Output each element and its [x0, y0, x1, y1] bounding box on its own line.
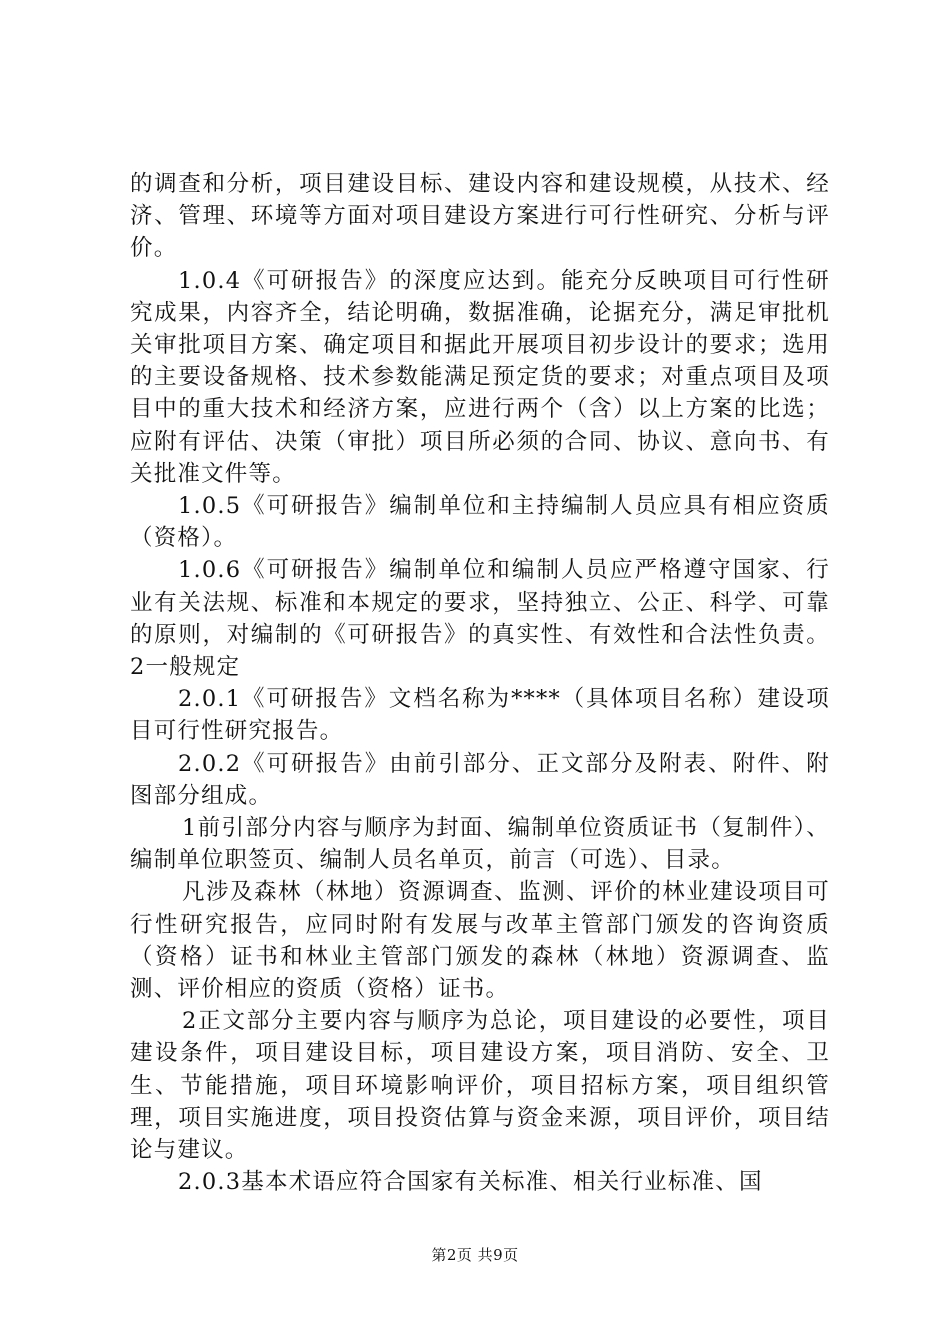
paragraph-continuation: 的调查和分析，项目建设目标、建设内容和建设规模，从技术、经济、管理、环境等方面对项目建设方案进行可行性研究、分析与评价。 [130, 171, 830, 262]
paragraph-1-0-6: 1.0.6《可研报告》编制单位和编制人员应严格遵守国家、行业有关法规、标准和本规定的要求，坚持独立、公正、科学、可靠的原则，对编制的《可研报告》的真实性、有效性和合法性负责。2一般规定 [130, 557, 830, 681]
paragraph-1-0-4: 1.0.4《可研报告》的深度应达到。能充分反映项目可行性研究成果，内容齐全，结论明确，数据准确，论据充分，满足审批机关审批项目方案、确定项目和据此开展项目初步设计的要求；选用的主要设备规格、技术参数能满足预定货的要求；对重点项目及项目中的重大技术和经济方案，应进行两个（含）以上方案的比选；应附有评估、决策（审批）项目所必须的合同、协议、意向书、有关批准文件等。 [130, 267, 830, 487]
paragraph-1-0-5: 1.0.5《可研报告》编制单位和主持编制人员应具有相应资质（资格）。 [130, 493, 830, 552]
paragraph-front-matter: 1前引部分内容与顺序为封面、编制单位资质证书（复制件）、编制单位职签页、编制人员名单页，前言（可选）、目录。 [130, 815, 830, 874]
paragraph-2-0-2: 2.0.2《可研报告》由前引部分、正文部分及附表、附件、附图部分组成。 [130, 750, 830, 809]
body-text [130, 168, 830, 1199]
paragraph-forest-survey: 凡涉及森林（林地）资源调查、监测、评价的林业建设项目可行性研究报告，应同时附有发展与改革主管部门颁发的咨询资质（资格）证书和林业主管部门颁发的森林（林地）资源调查、监测、评价相应的资质（资格）证书。 [130, 879, 830, 1003]
paragraph-2-0-1: 2.0.1《可研报告》文档名称为****（具体项目名称）建设项目可行性研究报告。 [130, 686, 830, 745]
paragraph-2-0-3: 2.0.3基本术语应符合国家有关标准、相关行业标准、国 [178, 1169, 763, 1196]
paragraph-main-body: 2正文部分主要内容与顺序为总论，项目建设的必要性，项目建设条件，项目建设目标，项目建设方案，项目消防、安全、卫生、节能措施，项目环境影响评价，项目招标方案，项目组织管理，项目实施进度，项目投资估算与资金来源，项目评价，项目结论与建议。 [130, 1008, 830, 1164]
page-footer: 第2页 共9页 [431, 1246, 519, 1264]
